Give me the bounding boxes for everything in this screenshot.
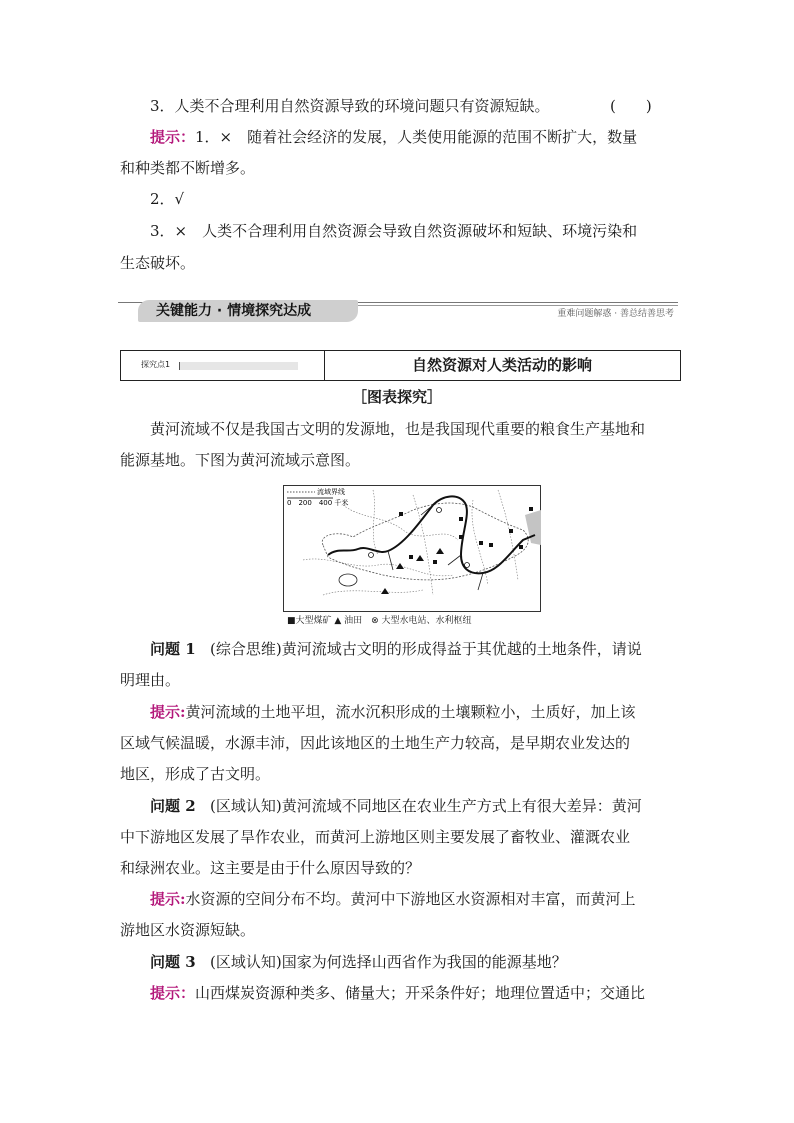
question-2-line-3: 和绿洲农业。这主要是由于什么原因导致的？ (120, 859, 421, 877)
yellow-river-map (283, 485, 541, 612)
section-subheading: ［图表探究］ (351, 388, 442, 406)
answer-1-line-3: 地区，形成了古文明。 (120, 765, 271, 783)
answer-2-line-2: 游地区水资源短缺。 (120, 921, 256, 939)
question-1-text: (综合思维)黄河流域古文明的形成得益于其优越的土地条件，请说 (209, 640, 642, 658)
question-2-text: (区域认知)黄河流域不同地区在农业生产方式上有很大差异：黄河 (209, 797, 642, 815)
legend-boundary-label: 流域界线 (317, 488, 345, 496)
answer-1-line-1 (150, 701, 636, 723)
coal-mine (519, 545, 523, 549)
answer-1-text: 黄河流域的土地平坦，流水沉积形成的土壤颗粒小，土质好，加上该 (185, 703, 636, 721)
question-1-label: 问题 1 (150, 640, 196, 658)
intro-line-1: 黄河流域不仅是我国古文明的发源地，也是我国现代重要的粮食生产基地和 (150, 420, 646, 438)
answer-bracket: ( ) (610, 97, 652, 115)
question-3-explore (150, 951, 567, 973)
hint-1-continuation: 和种类都不断增多。 (120, 159, 256, 177)
answer-2-line-1 (150, 888, 636, 910)
banner-title: 关键能力 · 情境探究达成 (138, 300, 358, 322)
question-3-explore-text: (区域认知)国家为何选择山西省作为我国的能源基地？ (209, 953, 567, 971)
question-3 (150, 95, 550, 117)
section-banner (118, 296, 678, 326)
hint-label: 提示： (150, 128, 196, 146)
explore-bar (179, 362, 298, 370)
answer-1-hint-label: 提示: (150, 703, 186, 721)
hint-1-text: 1．× 随着社会经济的发展，人类使用能源的范围不断扩大，数量 (195, 128, 638, 146)
coal-mine (489, 543, 493, 547)
intro-line-2: 能源基地。下图为黄河流域示意图。 (120, 451, 361, 469)
answer-2-text: 水资源的空间分布不均。黄河中下游地区水资源相对丰富，而黄河上 (185, 890, 636, 908)
explore-label-cell (121, 351, 325, 380)
coal-mine (479, 541, 483, 545)
question-1 (150, 638, 642, 660)
coal-mine (433, 560, 437, 564)
coal-mine (509, 529, 513, 533)
answer-3-text: 山西煤炭资源种类多、储量大；开采条件好；地理位置适中；交通比 (195, 984, 646, 1002)
question-2 (150, 795, 642, 817)
hint-3: 3．× 人类不合理利用自然资源会导致自然资源破坏和短缺、环境污染和 (150, 222, 638, 240)
question-2-line-2: 中下游地区发展了旱作农业，而黄河上游地区则主要发展了畜牧业、灌溉农业 (120, 828, 631, 846)
question-1-continuation: 明理由。 (120, 671, 181, 689)
explore-label: 探究点1 (141, 360, 171, 369)
answer-3-line-1 (150, 982, 645, 1004)
question-2-label: 问题 2 (150, 797, 196, 815)
explore-title: 自然资源对人类活动的影响 (411, 356, 592, 374)
hint-line-1 (150, 126, 637, 148)
hint-2: 2．√ (150, 190, 185, 208)
coal-mine (529, 507, 533, 511)
coal-mine (409, 555, 413, 559)
question-3-label: 问题 3 (150, 953, 196, 971)
coal-mine (459, 517, 463, 521)
map-legend-caption: ■大型煤矿 ▲ 油田 ⊗ 大型水电站、水利枢纽 (287, 616, 472, 626)
scale-label: 0 200 400 千米 (287, 499, 349, 507)
banner-note: 重难问题解惑 · 善总结善思考 (557, 309, 674, 319)
question-3-text: 3．人类不合理利用自然资源导致的环境问题只有资源短缺。 (150, 97, 550, 115)
answer-3-hint-label: 提示： (150, 984, 196, 1002)
coal-mine (459, 535, 463, 539)
answer-2-hint-label: 提示: (150, 890, 186, 908)
explore-box (120, 350, 681, 381)
answer-1-line-2: 区域气候温暖，水源丰沛，因此该地区的土地生产力较高，是早期农业发达的 (120, 734, 631, 752)
hint-3-continuation: 生态破坏。 (120, 254, 196, 272)
coal-mine (399, 512, 403, 516)
